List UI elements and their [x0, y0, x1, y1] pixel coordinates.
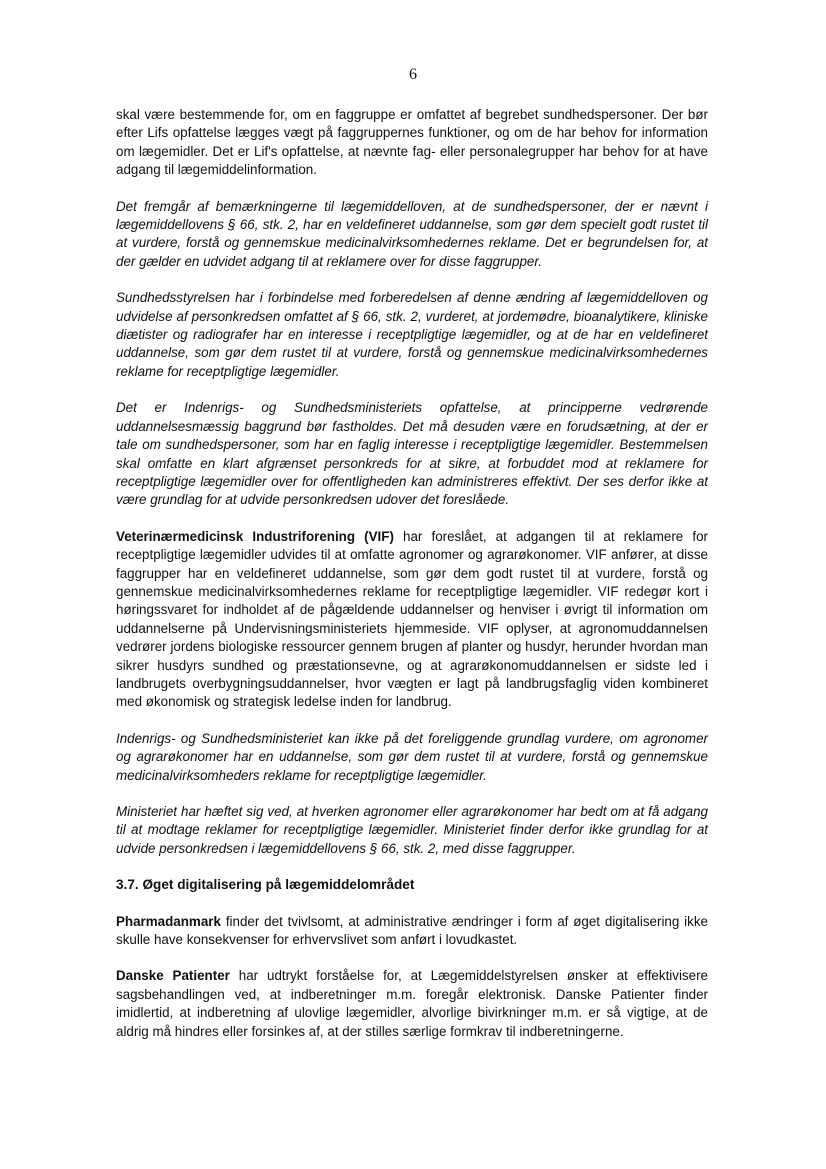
paragraph-pharmadanmark-text: finder det tvivlsomt, at administrative ændringer i form af øget digitalisering ikke skulle have konsekvenser for erhvervslivet som anført i lovudkastet.	[116, 913, 708, 948]
paragraph-pharmadanmark	[116, 913, 708, 950]
paragraph-vif-proposal	[116, 528, 708, 712]
paragraph-danske-patienter	[116, 967, 708, 1041]
paragraph-ministry-conclusion: Ministeriet har hæftet sig ved, at hverken agronomer eller agrarøkonomer har bedt om at få adgang til at modtage reklamer for receptpligtige lægemidler. Ministeriet finder derfor ikke grundlag for at udvide personkredsen i lægemiddellovens § 66, stk. 2, med disse faggrupper.	[116, 804, 708, 856]
paragraph-ministry-cannot-assess: Indenrigs- og Sundhedsministeriet kan ikke på det foreliggende grundlag vurdere, om agronomer og agrarøkonomer har en uddannelse, som gør dem rustet til at vurdere, forstå og gennemskue medicinalvirksomheders reklame for receptpligtige lægemidler.	[116, 730, 708, 783]
document-body	[116, 106, 708, 1059]
paragraph-vif-text: har foreslået, at adgangen til at reklamere for receptpligtige lægemidler udvides til at omfatte agronomer og agrarøkonomer. VIF anfører, at disse faggrupper har en veldefineret uddannelse, som gør dem godt rustet til at vurdere, forstå og gennemskue medicinalvirksomhedernes reklame for receptpligtige lægemidler. VIF redegør kort i høringssvaret for indholdet af de pågældende uddannelser og henviser i øvrigt til information om uddannelserne på Undervisningsministeriets hjemmeside. VIF oplyser, at agronomuddannelsen vedrører jordens biologiske ressourcer gennem brugen af planter og husdyr, herunder hvordan man sikrer husdyrs sundhed og præstationsevne, og at agrarøkonomuddannelsen er sidste led i landbrugets overbygningsuddannelser, hvor vægten er lagt på landbrugsfaglig viden kombineret med økonomisk og strategisk ledelse inden for landbrug.	[116, 528, 708, 710]
section-heading-digitalisation: 3.7. Øget digitalisering på lægemiddelområdet	[116, 877, 415, 893]
paragraph-lif-opinion: skal være bestemmende for, om en faggruppe er omfattet af begrebet sundhedspersoner. Der bør efter Lifs opfattelse lægges vægt på faggruppernes funktioner, og om de har behov for information om lægemidler. Det er Lif's opfattelse, at nævnte fag- eller personalegrupper har behov for at have adgang til lægemiddelinformation.	[116, 107, 708, 178]
organization-name-danske-patienter: Danske Patienter	[116, 968, 230, 984]
organization-name-vif: Veterinærmedicinsk Industriforening (VIF)	[116, 528, 394, 544]
paragraph-remarks-law: Det fremgår af bemærkningerne til lægemiddelloven, at de sundhedspersoner, der er nævnt i lægemiddellovens § 66, stk. 2, har en veldefineret uddannelse, som gør dem specielt godt rustet til at vurdere, forstå og gennemskue medicinalvirksomhedernes reklame. Det er begrundelsen for, at der gælder en udvidet adgang til at reklamere over for disse faggrupper.	[116, 198, 708, 269]
organization-name-pharmadanmark: Pharmadanmark	[116, 913, 221, 929]
page-number: 6	[409, 66, 417, 83]
paragraph-ministry-opinion: Det er Indenrigs- og Sundhedsministeriets opfattelse, at principperne vedrørende uddannelsesmæssig baggrund bør fastholdes. Det må desuden være en forudsætning, at der er tale om sundhedspersoner, som har en faglig interesse i receptpligtige lægemidler. Bestemmelsen skal omfatte en klart afgrænset personkreds for at sikre, at forbuddet mod at reklamere for receptpligtige lægemidler over for offentligheden kan administreres effektivt. Der ses derfor ikke at være grundlag for at udvide personkredsen udover det foreslåede.	[116, 400, 708, 508]
paragraph-health-authority: Sundhedsstyrelsen har i forbindelse med forberedelsen af denne ændring af lægemiddelloven og udvidelse af personkredsen omfattet af § 66, stk. 2, vurderet, at jordemødre, bioanalytikere, kliniske diætister og radiografer har en interesse i receptpligtige lægemidler, og at de har en veldefineret uddannelse, som gør dem rustet til at vurdere, forstå og gennemskue medicinalvirksomhedernes reklame for receptpligtige lægemidler.	[116, 290, 708, 379]
paragraph-danske-patienter-text: har udtrykt forståelse for, at Lægemiddelstyrelsen ønsker at effektivisere sagsbehandlingen ved, at indberetninger m.m. foregår elektronisk. Danske Patienter finder imidlertid, at indberetning af ulovlige lægemidler, alvorlige bivirkninger m.m. er så vigtige, at de aldrig må hindres eller forsinkes af, at der stilles særlige formkrav til indberetningerne.	[116, 968, 708, 1039]
